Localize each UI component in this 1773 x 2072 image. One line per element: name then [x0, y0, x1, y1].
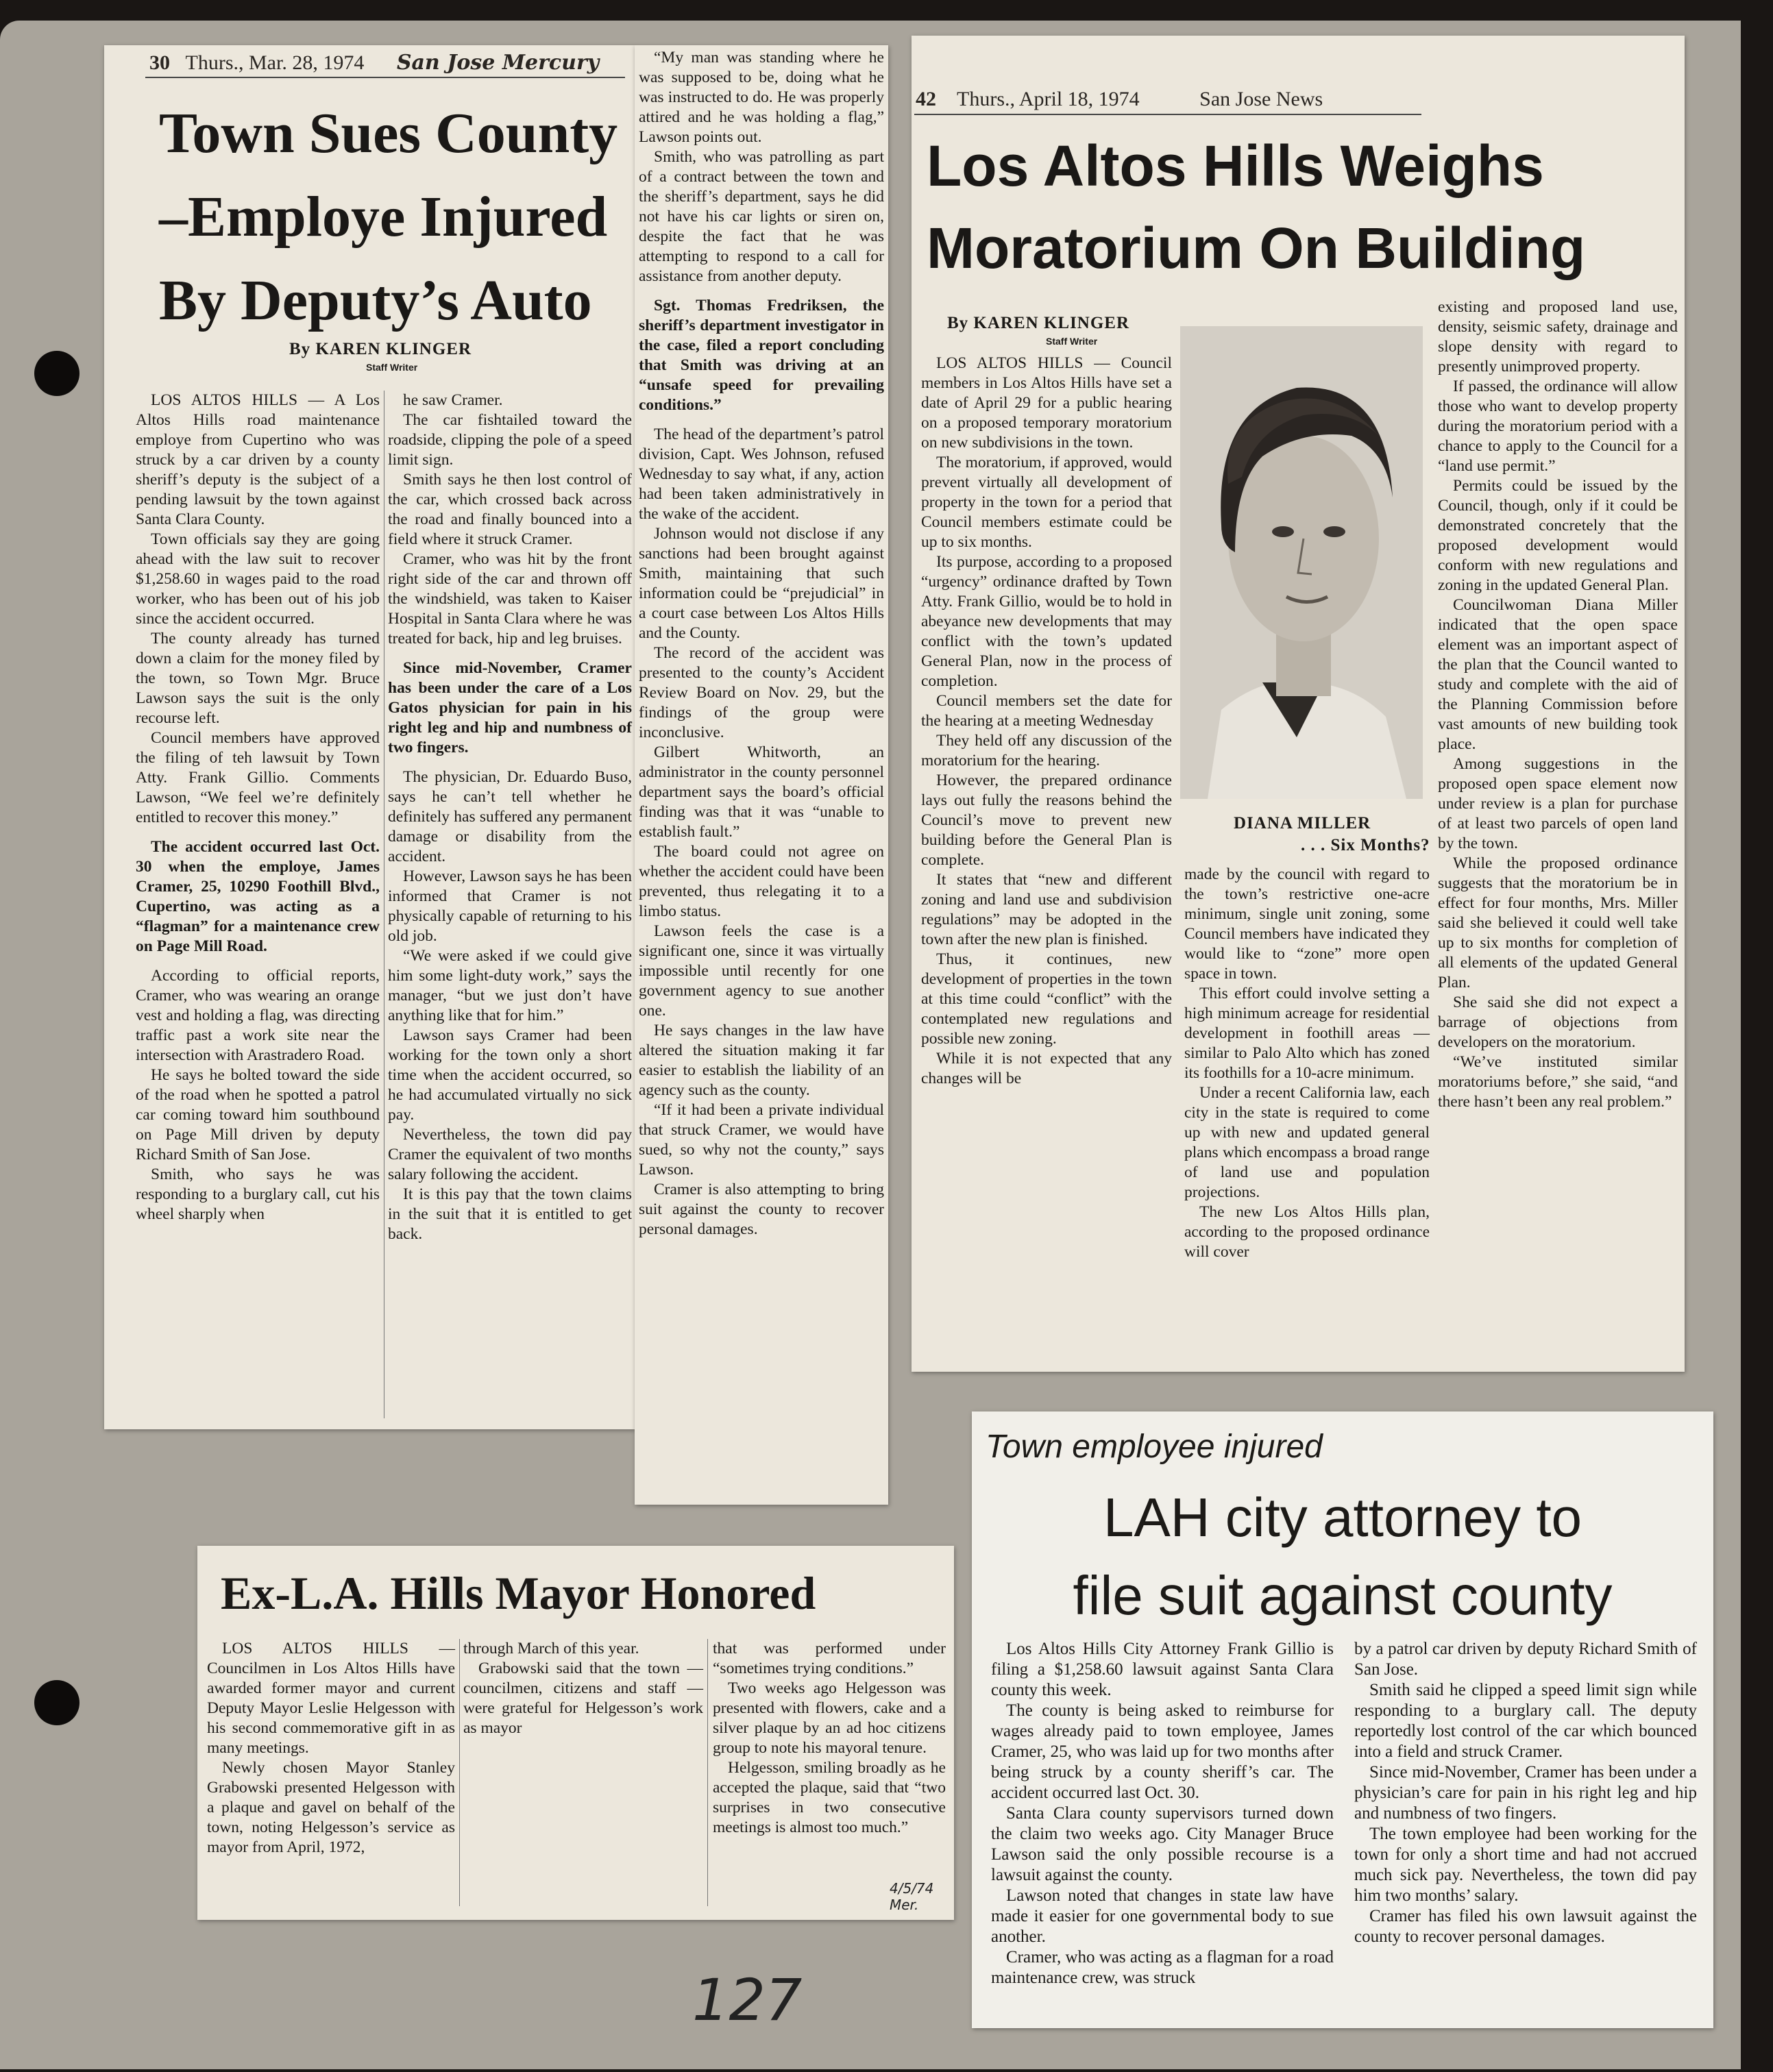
clip2-date: Thurs., April 18, 1974 — [957, 88, 1140, 110]
clipping-mayor-honored — [197, 1546, 954, 1920]
clip1-column-3 — [639, 48, 884, 1240]
clip4-column-2 — [1354, 1639, 1697, 1947]
clip1-headline — [159, 92, 632, 343]
paragraph: The county is being asked to reimburse for wages already paid to town employee, James Cramer, 25, who was laid up for two months after being struck by a county sheriff’s car. The accident occurred last Oct. 30. — [991, 1701, 1334, 1802]
clip2-page-number: 42 — [916, 88, 936, 110]
paragraph: It is this pay that the town claims in the suit that it is entitled to get back. — [388, 1185, 632, 1243]
paragraph: Two weeks ago Helgesson was presented with flowers, cake and a silver plaque by an ad hoc citizens group to note his mayoral tenure. — [713, 1679, 946, 1757]
paragraph: The new Los Altos Hills plan, according to the proposed ordinance will cover — [1184, 1203, 1430, 1261]
clip1-header — [149, 51, 599, 75]
paragraph: through March of this year. — [463, 1640, 639, 1657]
clip3-column-2 — [463, 1639, 703, 1738]
portrait-image — [1180, 326, 1423, 799]
paragraph: Town officials say they are going ahead with the law suit to recover $1,258.60 in wages paid to the road worker, who has been out of his job since the accident occurred. — [136, 530, 380, 628]
paragraph: “We were asked if we could give him some light-duty work,” says the manager, “but we just don’t have anything like that for him.” — [388, 947, 632, 1024]
paragraph: She said she did not expect a barrage of objections from developers on the moratorium. — [1438, 994, 1678, 1051]
paragraph: Grabowski said that the town — councilmen, citizens and staff — were grateful for Helgesson’s work as mayor — [463, 1660, 703, 1737]
clip1-rule — [145, 77, 625, 78]
paragraph: The town employee had been working for the town for only a short time and had not accrued much sick pay. Nevertheless, the town did pay him two months’ salary. — [1354, 1825, 1697, 1905]
clip1-headline-line: Town Sues County — [159, 101, 618, 165]
paragraph: Newly chosen Mayor Stanley Grabowski presented Helgesson with a plaque and gavel on behalf of the town, noting Helgesson’s service as mayor from April, 1972, — [207, 1759, 455, 1856]
paragraph: Smith says he then lost control of the car, which crossed back across the road and finally bounced into a field where it struck Cramer. — [388, 471, 632, 548]
handwritten-page-number: 127 — [692, 1966, 803, 2034]
clip4-column-1 — [991, 1639, 1334, 1988]
paragraph: Smith, who says he was responding to a burglary call, cut his wheel sharply when — [136, 1166, 380, 1223]
clip1-byline: By KAREN KLINGER — [289, 340, 472, 358]
clip2-column-1 — [921, 354, 1172, 1089]
clip1-page-number: 30 — [149, 51, 170, 74]
paragraph: Cramer is also attempting to bring suit against the county to recover personal damages. — [639, 1181, 884, 1238]
paragraph: Santa Clara county supervisors turned down the claim two weeks ago. City Manager Bruce Lawson said the only possible recourse is a lawsuit against the county. — [991, 1804, 1334, 1884]
paragraph: Among suggestions in the proposed open space element now under review is a plan for purchase of at least two parcels of open land by the town. — [1438, 755, 1678, 852]
clip4-headline — [972, 1479, 1713, 1635]
paragraph: This effort could involve setting a high minimum acreage for residential development in foothill areas — similar to Palo Alto which has zoned its foothills for a 10-acre minimum. — [1184, 985, 1430, 1082]
paragraph-bold: Since mid-November, Cramer has been under the care of a Los Gatos physician for pain in his right leg and hip and numbness of two fingers. — [388, 659, 632, 756]
paragraph: Los Altos Hills City Attorney Frank Gillio is filing a $1,258.60 lawsuit against Santa Clara county this week. — [991, 1640, 1334, 1699]
clip2-headline — [927, 125, 1674, 289]
clip1-headline-line: By Deputy’s Auto — [159, 269, 592, 332]
paragraph: While it is not expected that any changes will be — [921, 1050, 1172, 1087]
paragraph: The moratorium, if approved, would prevent virtually all development of property in the town for a period that Council members estimate could be up to six months. — [921, 454, 1172, 551]
paragraph: Since mid-November, Cramer has been under a physician’s care for pain in his right leg and hip and numbness of two fingers. — [1354, 1763, 1697, 1823]
paragraph: LOS ALTOS HILLS — Council members in Los Altos Hills have set a date of April 29 for a public hearing on a proposed temporary moratorium on new subdivisions in the town. — [921, 354, 1172, 452]
clip2-column-2 — [1184, 865, 1430, 1262]
paragraph: The physician, Dr. Eduardo Buso, says he can’t tell whether he definitely has suffered any permanent damage or disability from the accident. — [388, 768, 632, 865]
clip3-column-3 — [713, 1639, 946, 1838]
paragraph: Thus, it continues, new development of properties in the town at this time could “conflict” with the contemplated new regulations and possible new zoning. — [921, 950, 1172, 1048]
paragraph: Lawson noted that changes in state law have made it easier for one governmental body to sue another. — [991, 1886, 1334, 1946]
paragraph: Smith said he clipped a speed limit sign while responding to a burglary call. The deputy reportedly lost control of the car which bounced into a field and struck Cramer. — [1354, 1681, 1697, 1761]
binder-hole-top — [34, 351, 80, 396]
paragraph: Under a recent California law, each city in the state is required to come up with new and updated general plans which encompass a broad range of land use and population projections. — [1184, 1084, 1430, 1201]
paragraph: The record of the accident was presented to the county’s Accident Review Board on Nov. 29, but the findings of the group were inconclusive. — [639, 644, 884, 741]
clip1-staff-writer: Staff Writer — [366, 362, 418, 373]
paragraph-bold: The accident occurred last Oct. 30 when the employe, James Cramer, 25, 10290 Foothill Blvd., Cupertino, was acting as a “flagman” for a maintenance crew on Page Mill Road. — [136, 838, 380, 955]
clipping-city-attorney — [972, 1411, 1713, 2028]
paragraph: The board could not agree on whether the accident could have been prevented, thus relegating it to a limbo status. — [639, 843, 884, 920]
handwritten-date: 4/5/74 Mer. — [890, 1880, 934, 1913]
clip2-headline-line: Los Altos Hills Weighs — [927, 134, 1544, 198]
paragraph: It states that “new and different zoning and land use and subdivision regulations” may be adopted in the town after the new plan is finished. — [921, 871, 1172, 948]
clipping-town-sues-county-continued — [635, 45, 888, 1505]
clip2-column-3 — [1438, 297, 1678, 1112]
paragraph: Cramer, who was acting as a flagman for a road maintenance crew, was struck — [991, 1948, 1334, 1987]
paragraph: “We’ve instituted similar moratoriums before,” she said, “and there hasn’t been any real problem.” — [1438, 1053, 1678, 1111]
paragraph: Nevertheless, the town did pay Cramer the equivalent of two months salary following the accident. — [388, 1126, 632, 1183]
clip4-headline-line: file suit against county — [1073, 1565, 1613, 1626]
clip2-staff-writer: Staff Writer — [1046, 336, 1098, 347]
paragraph: Smith, who was patrolling as part of a contract between the town and the sheriff’s department, says he did not have his car lights or siren on, despite the fact that he was attempting to respond to a call for assistance from another deputy. — [639, 148, 884, 285]
paragraph: Cramer, who was hit by the front right side of the car and thrown off the windshield, was taken to Kaiser Hospital in Santa Clara where he was treated for back, hip and leg bruises. — [388, 550, 632, 648]
paragraph: he saw Cramer. — [403, 391, 503, 409]
paragraph: Cramer has filed his own lawsuit against the county to recover personal damages. — [1354, 1907, 1697, 1946]
paragraph: According to official reports, Cramer, who was wearing an orange vest and holding a flag, was directing traffic past a work site near the intersection with Arastradero Road. — [136, 967, 380, 1064]
paragraph-bold: Sgt. Thomas Fredriksen, the sheriff’s department investigator in the case, filed a report concluding that Smith was driving at an “unsafe speed for prevailing conditions.” — [639, 297, 884, 414]
paragraph: Johnson would not disclose if any sanctions had been brought against Smith, maintaining that such information could be “prejudicial” in a court case between Los Altos Hills and the County. — [639, 525, 884, 642]
paragraph: Council members set the date for the hearing at a meeting Wednesday — [921, 692, 1172, 730]
clipping-moratorium — [912, 36, 1685, 1372]
paragraph: “If it had been a private individual that struck Cramer, we would have sued, so why not the county,” says Lawson. — [639, 1101, 884, 1179]
paragraph: He says changes in the law have altered the situation making it far easier to establish the liability of an agency such as the county. — [639, 1022, 884, 1099]
paragraph: LOS ALTOS HILLS — A Los Altos Hills road maintenance employe from Cupertino who was struck by a car driven by a county sheriff’s deputy is the subject of a pending lawsuit by the town against Santa Clara County. — [136, 391, 380, 528]
clip1-column-1 — [136, 391, 380, 1224]
paragraph: Council members have approved the filing of teh lawsuit by Town Atty. Frank Gillio. Comments Lawson, “We feel we’re definitely entitled to recover this money.” — [136, 729, 380, 826]
paragraph: Lawson feels the case is a significant one, since it was virtually impossible until recently for one government agency to sue another one. — [639, 922, 884, 1020]
clip2-masthead: San Jose News — [1199, 88, 1323, 110]
paragraph: LOS ALTOS HILLS — Councilmen in Los Altos Hills have awarded former mayor and current Deputy Mayor Leslie Helgesson with his second commemorative gift in as many meetings. — [207, 1640, 455, 1757]
paragraph: that was performed under “sometimes trying conditions.” — [713, 1640, 946, 1677]
clip2-headline-line: Moratorium On Building — [927, 216, 1586, 280]
paragraph: Helgesson, smiling broadly as he accepted the plaque, said that “two surprises in two consecutive meetings is almost too much.” — [713, 1759, 946, 1836]
paragraph: existing and proposed land use, density, seismic safety, drainage and slope density with regard to presently unimproved property. — [1438, 298, 1678, 375]
paragraph: Gilbert Whitworth, an administrator in the county personnel department says the board’s official finding was that it was “unable to establish fault.” — [639, 743, 884, 841]
photo-caption-name: DIANA MILLER — [1234, 814, 1371, 832]
paragraph: Permits could be issued by the Council, though, only if it could be demonstrated concretely that the proposed development would conform with new regulations and zoning in the updated General Plan. — [1438, 477, 1678, 594]
paragraph: However, the prepared ordinance lays out fully the reasons behind the Council’s move to prevent new building before the General Plan is complete. — [921, 772, 1172, 869]
clip3-headline: Ex-L.A. Hills Mayor Honored — [221, 1567, 816, 1619]
clip2-byline: By KAREN KLINGER — [947, 314, 1130, 332]
binder-hole-bottom — [34, 1680, 80, 1725]
paragraph: If passed, the ordinance will allow those who want to develop property during the moratorium period with a chance to apply to the Council for a “land use permit.” — [1438, 378, 1678, 475]
clip1-headline-line: –Employe Injured — [159, 185, 608, 249]
paragraph: The car fishtailed toward the roadside, clipping the pole of a speed limit sign. — [388, 411, 632, 469]
column-divider — [707, 1639, 708, 1906]
paragraph: The county already has turned down a claim for the money filed by the town, so Town Mgr. Bruce Lawson says the suit is the only recourse left. — [136, 630, 380, 727]
clip4-headline-line: LAH city attorney to — [1103, 1487, 1582, 1548]
paragraph: He says he bolted toward the side of the road when he spotted a patrol car coming toward him southbound on Page Mill driven by deputy Richard Smith of San Jose. — [136, 1066, 380, 1163]
paragraph: made by the council with regard to the town’s restrictive one-acre minimum, single unit zoning, some Council members have indicated they would like to “zone” more open space in town. — [1184, 865, 1430, 983]
paragraph: Lawson says Cramer had been working for the town only a short time when the accident occurred, so he had accumulated virtually no sick pay. — [388, 1026, 632, 1124]
clip4-kicker: Town employee injured — [986, 1429, 1323, 1465]
clip3-column-1 — [207, 1639, 455, 1858]
paragraph: However, Lawson says he has been informed that Cramer is not physically capable of returning to his old job. — [388, 867, 632, 945]
paragraph: While the proposed ordinance suggests that the moratorium be in effect for four months, Mrs. Miller said she believed it could well take up to six months for completion of all elements of the updated General Plan. — [1438, 854, 1678, 991]
clip1-date: Thurs., Mar. 28, 1974 — [185, 51, 365, 74]
paragraph: “My man was standing where he was supposed to be, doing what he was instructed to do. He was properly attired and he was holding a flag,” Lawson points out. — [639, 49, 884, 146]
clip1-masthead: San Jose Mercury — [396, 51, 600, 75]
diana-miller-photo — [1180, 326, 1423, 799]
paragraph: Councilwoman Diana Miller indicated that the open space element was an important aspect of the plan that the Council wanted to study and complete with the aid of the Planning Commission before vast amounts of new building took place. — [1438, 596, 1678, 753]
paragraph: Its purpose, according to a proposed “urgency” ordinance drafted by Town Atty. Frank Gillio, would be to hold in abeyance new developments that may conflict with the town’s updated General Plan, now in the process of completion. — [921, 553, 1172, 690]
paragraph: They held off any discussion of the moratorium for the hearing. — [921, 732, 1172, 769]
clipping-town-sues-county — [104, 45, 635, 1429]
clip2-rule — [914, 114, 1421, 115]
paragraph: by a patrol car driven by deputy Richard Smith of San Jose. — [1354, 1640, 1697, 1679]
clip2-header — [916, 88, 1323, 111]
clip1-column-2 — [388, 391, 632, 1244]
column-divider — [459, 1639, 460, 1906]
paragraph: The head of the department’s patrol division, Capt. Wes Johnson, refused Wednesday to say what, if any, action had been taken administratively in the wake of the accident. — [639, 426, 884, 523]
photo-caption-text: . . . Six Months? — [1301, 836, 1430, 854]
